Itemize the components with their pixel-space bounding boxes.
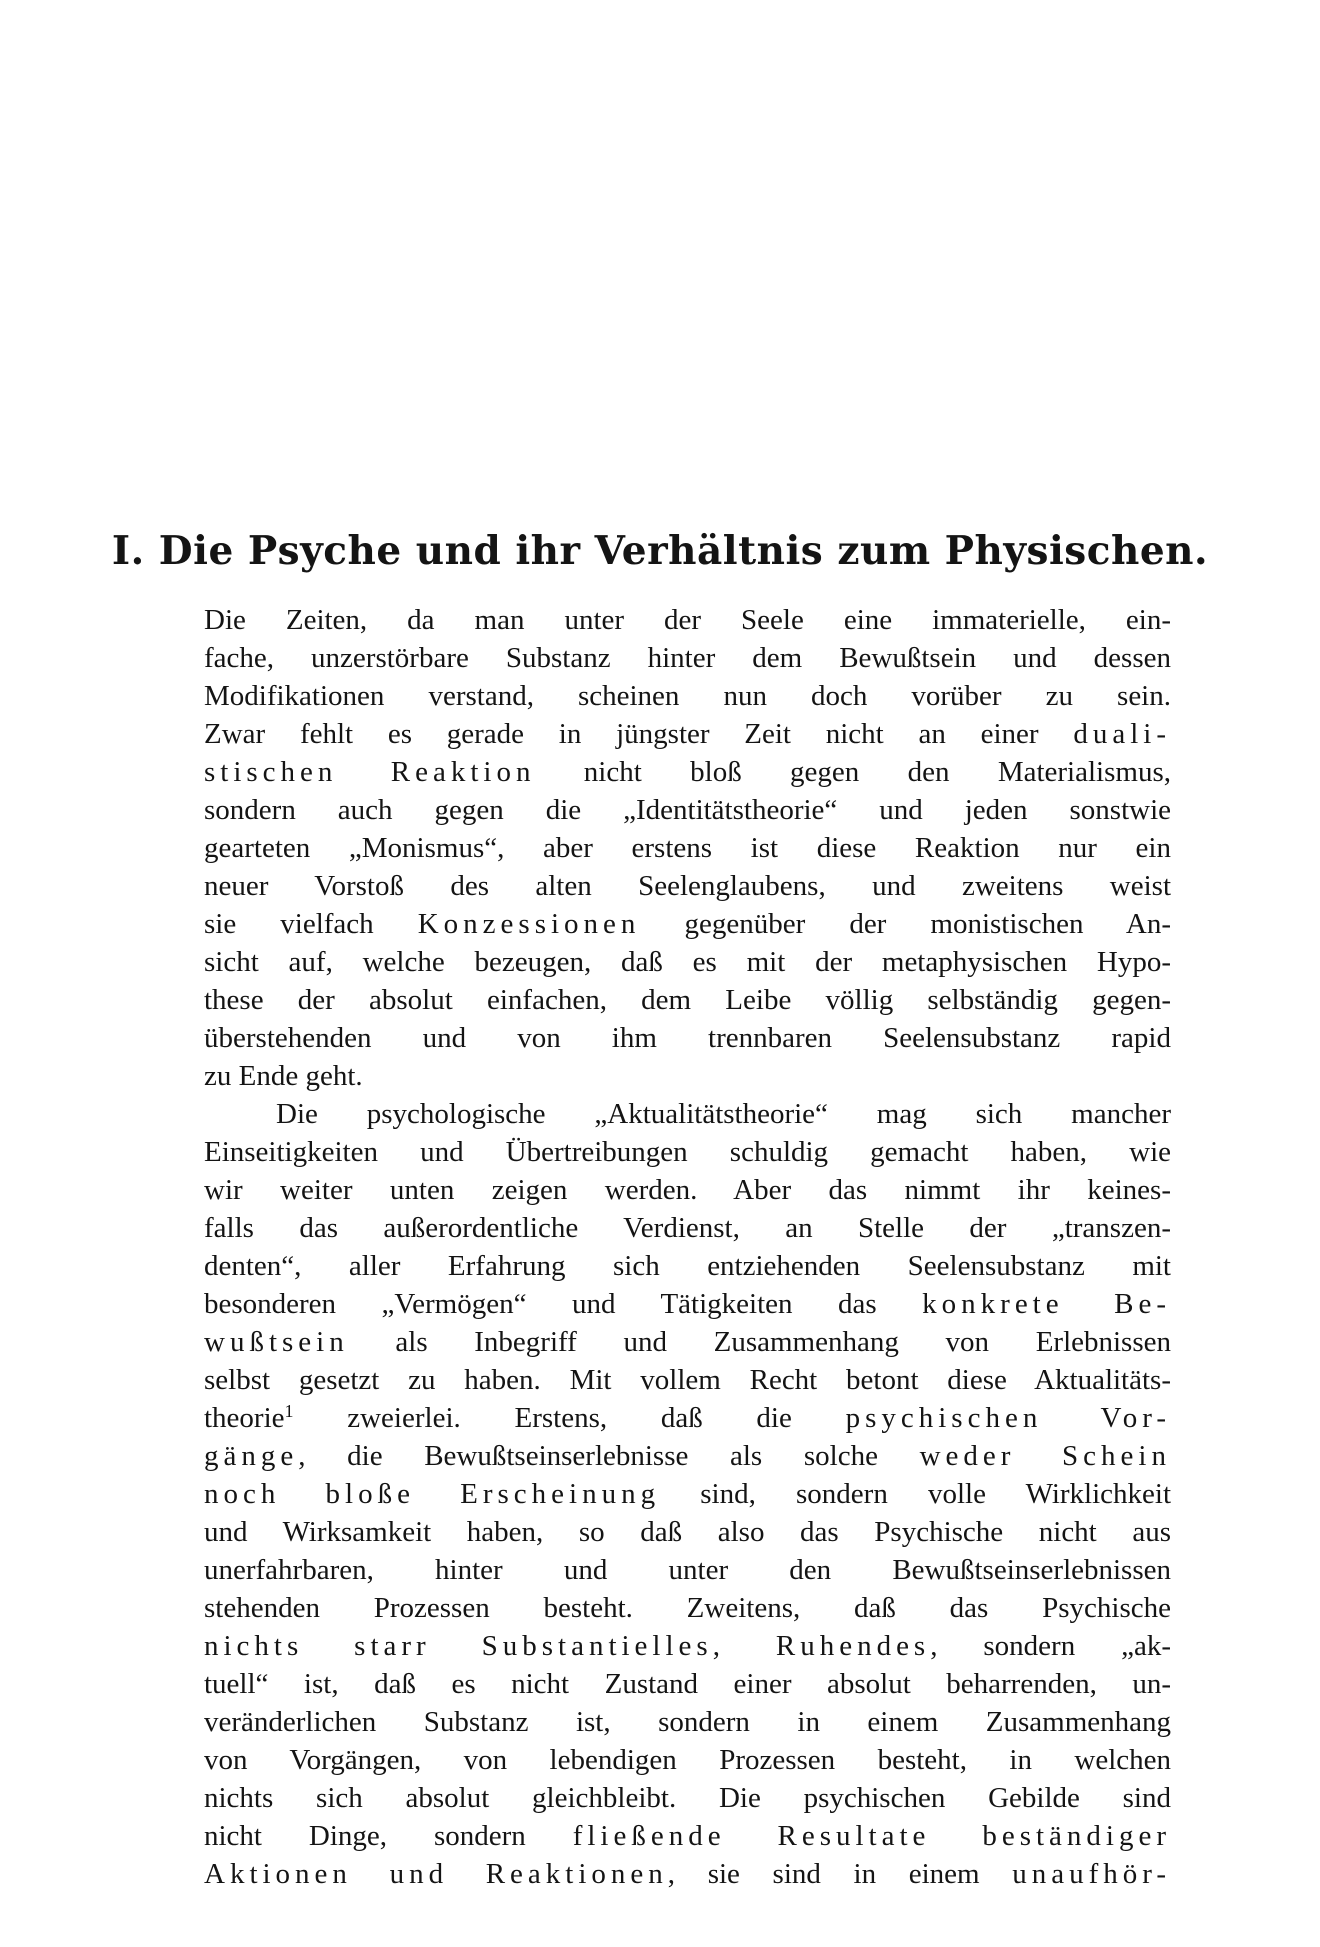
text-line: sondern auch gegen die „Identitätstheorie“ und jeden sonstwie — [204, 794, 1171, 826]
text-line: denten“, aller Erfahrung sich entziehenden Seelensubstanz mit — [204, 1250, 1171, 1282]
text-line — [204, 1399, 1171, 1437]
spaced-emphasis: noch bloße Erscheinung — [204, 1478, 661, 1510]
text-line: sicht auf, welche bezeugen, daß es mit der metaphysischen Hypo- — [204, 946, 1171, 978]
text-line — [204, 1855, 1171, 1893]
text-line — [204, 1475, 1171, 1513]
text-line — [204, 715, 1171, 753]
text-segment: nicht bloß gegen den Materialismus, — [535, 756, 1171, 788]
text-segment: besonderen „Vermögen“ und Tätigkeiten das — [204, 1288, 923, 1320]
text-segment: sie vielfach — [204, 908, 418, 940]
text-line: Modifikationen verstand, scheinen nun doch vorüber zu sein. — [204, 680, 1171, 712]
text-segment: , sie sind in einem — [667, 1858, 1013, 1890]
text-line — [204, 753, 1171, 791]
spaced-emphasis: duali- — [1073, 718, 1171, 750]
text-segment: nicht Dinge, sondern — [204, 1820, 573, 1852]
text-line — [204, 1323, 1171, 1361]
text-line: falls das außerordentliche Verdienst, an Stelle der „transzen- — [204, 1212, 1171, 1244]
spaced-emphasis: konkrete Be- — [922, 1288, 1171, 1320]
text-segment: , sondern „ak- — [930, 1630, 1171, 1662]
text-segment: Zwar fehlt es gerade in jüngster Zeit nicht an einer — [204, 718, 1074, 750]
spaced-emphasis: Aktionen und Reaktionen — [204, 1858, 668, 1890]
body-text — [204, 601, 1171, 1893]
text-segment: sind, sondern volle Wirklichkeit — [660, 1478, 1172, 1510]
chapter-heading: I. Die Psyche und ihr Verhältnis zum Physischen. — [111, 528, 1209, 574]
text-line: stehenden Prozessen besteht. Zweitens, daß das Psychische — [204, 1592, 1171, 1624]
text-line: neuer Vorstoß des alten Seelenglaubens, und zweitens weist — [204, 870, 1171, 902]
spaced-emphasis: gänge — [204, 1440, 299, 1472]
spaced-emphasis: unaufhör- — [1012, 1858, 1171, 1890]
text-line — [204, 905, 1171, 943]
text-line: nichts sich absolut gleichbleibt. Die psychischen Gebilde sind — [204, 1782, 1171, 1814]
text-line: überstehenden und von ihm trennbaren Seelensubstanz rapid — [204, 1022, 1171, 1054]
spaced-emphasis: fließende Resultate beständiger — [572, 1820, 1171, 1852]
spaced-emphasis: stischen Reaktion — [204, 756, 536, 788]
text-line: wir weiter unten zeigen werden. Aber das nimmt ihr keines- — [204, 1174, 1171, 1206]
spaced-emphasis: psychischen Vor- — [845, 1402, 1171, 1434]
text-line: veränderlichen Substanz ist, sondern in einem Zusammenhang — [204, 1706, 1171, 1738]
spaced-emphasis: nichts starr Substantielles, Ruhendes — [204, 1630, 931, 1662]
text-line: und Wirksamkeit haben, so daß also das Psychische nicht aus — [204, 1516, 1171, 1548]
text-segment: als Inbegriff und Zusammenhang von Erlebnissen — [348, 1326, 1171, 1358]
text-segment: theorie — [204, 1402, 285, 1434]
text-line: tuell“ ist, daß es nicht Zustand einer absolut beharrenden, un- — [204, 1668, 1171, 1700]
text-line — [204, 1285, 1171, 1323]
text-line: selbst gesetzt zu haben. Mit vollem Recht betont diese Aktualitäts- — [204, 1364, 1171, 1396]
text-segment: gegenüber der monistischen An- — [640, 908, 1172, 940]
spaced-emphasis: wußtsein — [204, 1326, 349, 1358]
text-line: unerfahrbaren, hinter und unter den Bewußtseinserlebnissen — [204, 1554, 1171, 1586]
spaced-emphasis: Konzessionen — [417, 908, 641, 940]
footnote-marker: 1 — [284, 1401, 294, 1421]
text-line: gearteten „Monismus“, aber erstens ist diese Reaktion nur ein — [204, 832, 1171, 864]
text-line: fache, unzerstörbare Substanz hinter dem Bewußtsein und dessen — [204, 642, 1171, 674]
text-line — [204, 1817, 1171, 1855]
text-line — [204, 1437, 1171, 1475]
text-line: these der absolut einfachen, dem Leibe völlig selbständig gegen- — [204, 984, 1171, 1016]
spaced-emphasis: weder Schein — [919, 1440, 1171, 1472]
text-line — [204, 1627, 1171, 1665]
text-segment: zweierlei. Erstens, daß die — [293, 1402, 846, 1434]
text-line: Die psychologische „Aktualitätstheorie“ mag sich mancher — [276, 1098, 1171, 1130]
text-line: von Vorgängen, von lebendigen Prozessen besteht, in welchen — [204, 1744, 1171, 1776]
text-line: zu Ende geht. — [204, 1060, 363, 1092]
text-line: Die Zeiten, da man unter der Seele eine immaterielle, ein- — [204, 604, 1171, 636]
text-line: Einseitigkeiten und Übertreibungen schuldig gemacht haben, wie — [204, 1136, 1171, 1168]
text-segment: , die Bewußtseinserlebnisse als solche — [298, 1440, 920, 1472]
